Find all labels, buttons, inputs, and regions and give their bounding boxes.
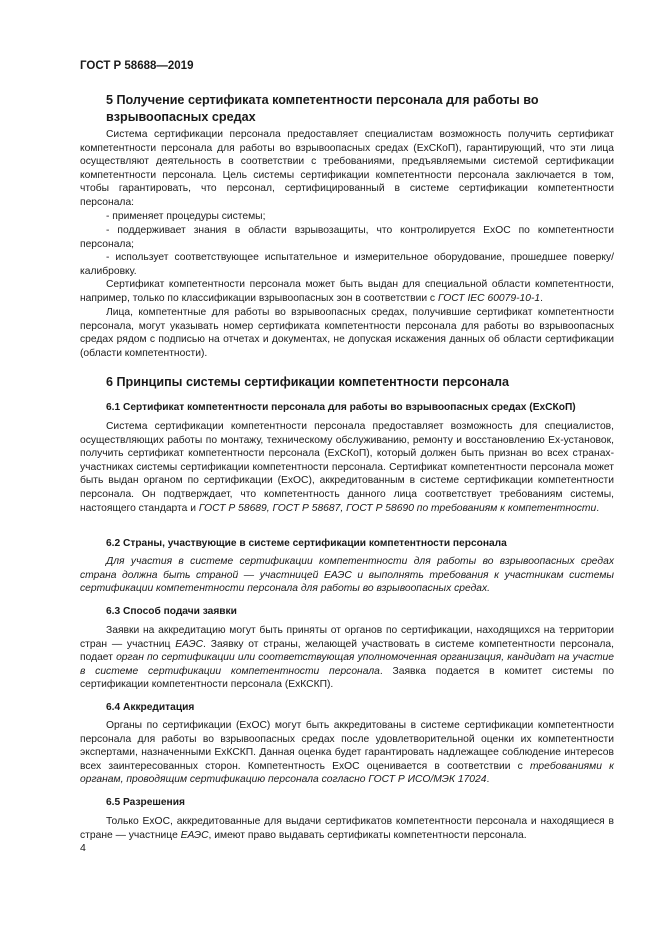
section-6-1-end: . xyxy=(596,502,600,514)
section-6-1-paragraph xyxy=(80,420,614,515)
section-6-5-paragraph xyxy=(80,815,614,842)
section-6-heading: 6 Принципы системы сертификации компетентности персонала xyxy=(106,375,510,389)
section-6-1-text: Система сертификации компетентности персонала предоставляет возможность для специалистов, осуществляющих работы по монтажу, техническому обслуживанию, ремонту и восстановлению Ex-установок, получить сертификат компетентности персонала (ExСКоП), который должен быть признан во всех странах-участниках системы сертификации компетентности персонала. Сертификат компетентности персонала может быть выдан органом по сертификации (ExОС), аккредитованным в системе сертификации компетентности персонала. Он подтверждает, что компетентность данного лица соответствует требованиям системы, настоящего стандарта и xyxy=(80,421,614,514)
section-6-3-text-2: . Заявку от страны, желающей участвовать в системе компетентности персонала, подает xyxy=(80,638,614,664)
section-6-2-heading: 6.2 Страны, участвующие в системе сертификации компетентности персонала xyxy=(106,538,507,549)
section-6-4-end: . xyxy=(486,774,490,786)
section-6-3-text-1: Заявки на аккредитацию могут быть приняты от органов по сертификации, находящихся на территории стран — участниц xyxy=(80,625,614,650)
section-6-3-eaes: ЕАЭС xyxy=(175,638,204,650)
section-5-paragraph-1: Система сертификации персонала предоставляет специалистам возможность получить сертификат компетентности персонала для работы во взрывоопасных средах (ExСКоП), гарантирующий, что эти лица осуществляют деятельность в соответствии с требованиями, предъявляемыми системой сертификации компетентности персонала. Цель системы сертификации компетентности персонала заключается в том, чтобы гарантировать, что персонал, сертифицированный в системе сертификации компетентности персонала: xyxy=(80,129,614,208)
section-6-4-heading: 6.4 Аккредитация xyxy=(106,702,195,713)
section-6-3-heading: 6.3 Способ подачи заявки xyxy=(106,606,237,617)
section-6-1-heading: 6.1 Сертификат компетентности персонала для работы во взрывоопасных средах (ExСКоП) xyxy=(106,402,576,413)
section-6-1-references: ГОСТ Р 58689, ГОСТ Р 58687, ГОСТ Р 58690 по требованиям к компетентности xyxy=(198,502,597,514)
document-header: ГОСТ Р 58688—2019 xyxy=(80,60,194,72)
section-6-4-paragraph xyxy=(80,719,614,787)
section-5-heading: 5 Получение сертификата компетентности персонала для работы во взрывоопасных средах xyxy=(106,93,539,124)
section-6-3-italic: орган по сертификации или соответствующая уполномоченная организация, кандидат на участие в системе сертификации компетентности персонала xyxy=(80,652,614,677)
page-number: 4 xyxy=(80,842,86,854)
section-5-list-item-1: - применяет процедуры системы; xyxy=(106,211,266,222)
section-6-4-italic: требованиями к органам, проводящим сертификацию персонала согласно ГОСТ Р ИСО/МЭК 17024 xyxy=(80,760,614,786)
section-6-2-paragraph: Для участия в системе сертификации компетентности для работы во взрывоопасных средах страна должна быть страной — участницей ЕАЭС и выполнять требования к участникам системы сертификации компетентности персонала для работы во взрывоопасных средах. xyxy=(80,556,614,595)
section-5-p2-end: . xyxy=(540,292,544,304)
section-6-5-text: Только ExОС, аккредитованные для выдачи сертификатов компетентности персонала и находящиеся в стране — участнице xyxy=(80,816,614,841)
section-6-4-text: Органы по сертификации (ExОС) могут быть аккредитованы в системе сертификации компетентности персонала для работы во взрывоопасных средах после удовлетворительной оценки их компетентности экспертами, назначенными ExКСКП. Данная оценка будет гарантировать надлежащее соблюдение интересов всех заинтересованных сторон. Компетентность ExОС оценивается в соответствии с xyxy=(80,720,614,772)
section-5-p2-text: Сертификат компетентности персонала может быть выдан для специальной области компетентности, например, только по классификации взрывоопасных зон в соответствии с xyxy=(80,279,614,304)
section-5-list-item-2: - поддерживает знания в области взрывозащиты, что контролируется ExОС по компетентности персонала; xyxy=(80,225,614,250)
section-5-paragraph-2 xyxy=(80,278,614,305)
section-6-5-end: , имеют право выдавать сертификаты компетентности персонала. xyxy=(208,829,527,841)
section-6-3-text-3: . Заявка подается в комитет системы по сертификации компетентности персонала (ExКСКП). xyxy=(80,665,614,691)
section-5-list-item-3: - использует соответствующее испытательное и измерительное оборудование, прошедшее поверку/калибровку. xyxy=(80,252,614,277)
section-6-5-heading: 6.5 Разрешения xyxy=(106,797,185,808)
standard-reference: ГОСТ IEC 60079-10-1 xyxy=(437,292,541,304)
section-6-5-eaes: ЕАЭС xyxy=(180,829,209,841)
section-6-3-paragraph xyxy=(80,624,614,692)
section-5-paragraph-3: Лица, компетентные для работы во взрывоопасных средах, получившие сертификат компетентности персонала, могут указывать номер сертификата компетентности персонала для работы во взрывоопасных средах рядом с подписью на отчетах и документах, не допуская искажения данных об области сертификации (области компетентности). xyxy=(80,307,614,359)
